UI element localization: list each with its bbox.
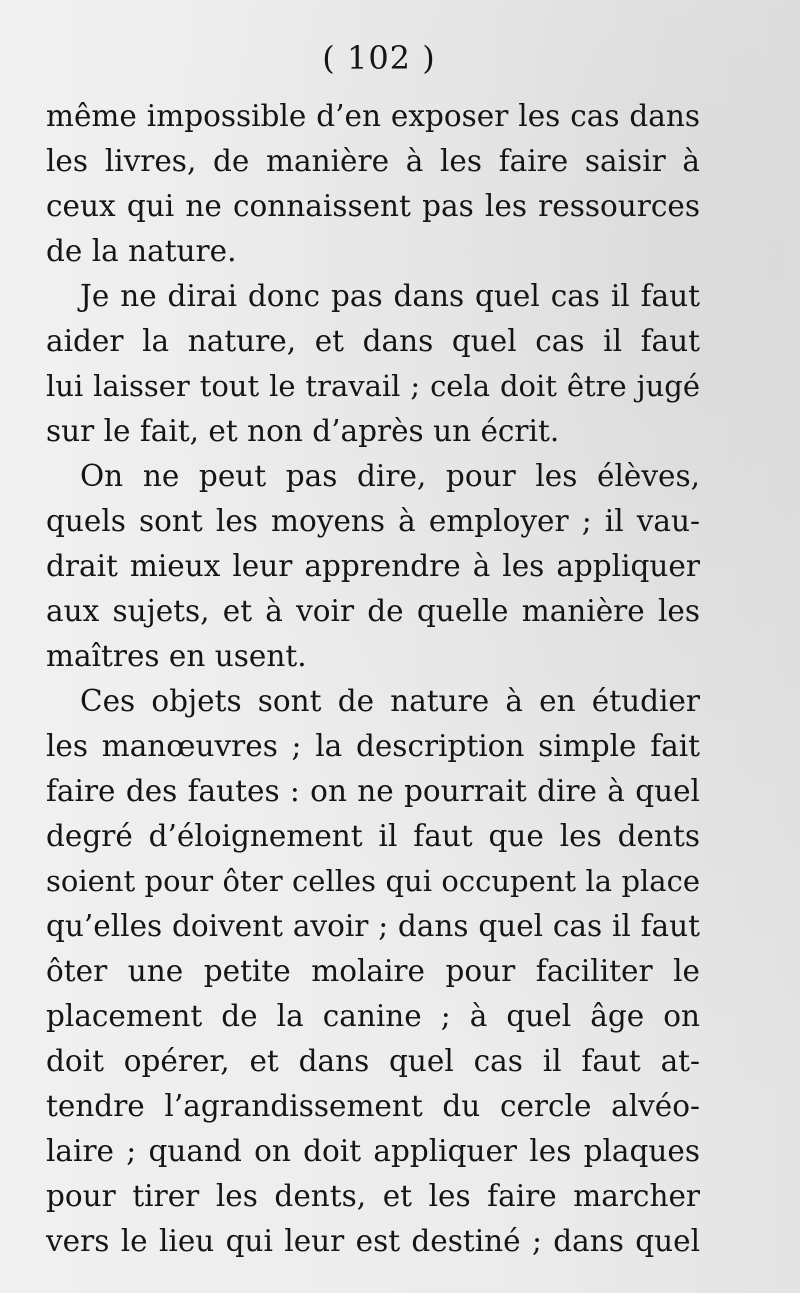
page-number: ( 102 ) [322,39,436,77]
text-line-14: Ces objets sont de nature à en étudier [80,684,700,718]
text-line-7: lui laisser tout le travail ; cela doit être jugé [46,369,700,403]
text-line-2: les livres, de manière à les faire saisir à [46,144,700,178]
text-line-26: vers le lieu qui leur est destiné ; dans quel [46,1224,700,1258]
text-line-9: On ne peut pas dire, pour les élèves, [80,459,700,493]
text-line-25: pour tirer les dents, et les faire marcher [46,1179,700,1213]
text-line-21: placement de la canine ; à quel âge on [46,999,700,1033]
text-line-19: qu’elles doivent avoir ; dans quel cas il faut [46,909,700,943]
text-line-18: soient pour ôter celles qui occupent la place [46,864,700,898]
text-line-10: quels sont les moyens à employer ; il vau- [46,504,700,538]
text-line-12: aux sujets, et à voir de quelle manière les [46,594,700,628]
text-line-24: laire ; quand on doit appliquer les plaques [46,1134,700,1168]
text-line-16: faire des fautes : on ne pourrait dire à quel [46,774,700,808]
text-line-23: tendre l’agrandissement du cercle alvéo- [46,1089,700,1123]
text-line-8: sur le fait, et non d’après un écrit. [46,414,560,448]
text-line-3: ceux qui ne connaissent pas les ressources [46,189,700,223]
text-line-17: degré d’éloignement il faut que les dents [46,819,700,853]
text-line-4: de la nature. [46,234,237,268]
text-line-5: Je ne dirai donc pas dans quel cas il faut [80,279,700,313]
text-line-1: même impossible d’en exposer les cas dans [46,99,700,133]
text-line-13: maîtres en usent. [46,639,307,673]
text-line-6: aider la nature, et dans quel cas il faut [46,324,700,358]
text-line-15: les manœuvres ; la description simple fait [46,729,700,763]
text-line-22: doit opérer, et dans quel cas il faut at- [46,1044,700,1078]
text-line-20: ôter une petite molaire pour faciliter le [46,954,700,988]
text-line-11: drait mieux leur apprendre à les appliquer [46,549,700,583]
